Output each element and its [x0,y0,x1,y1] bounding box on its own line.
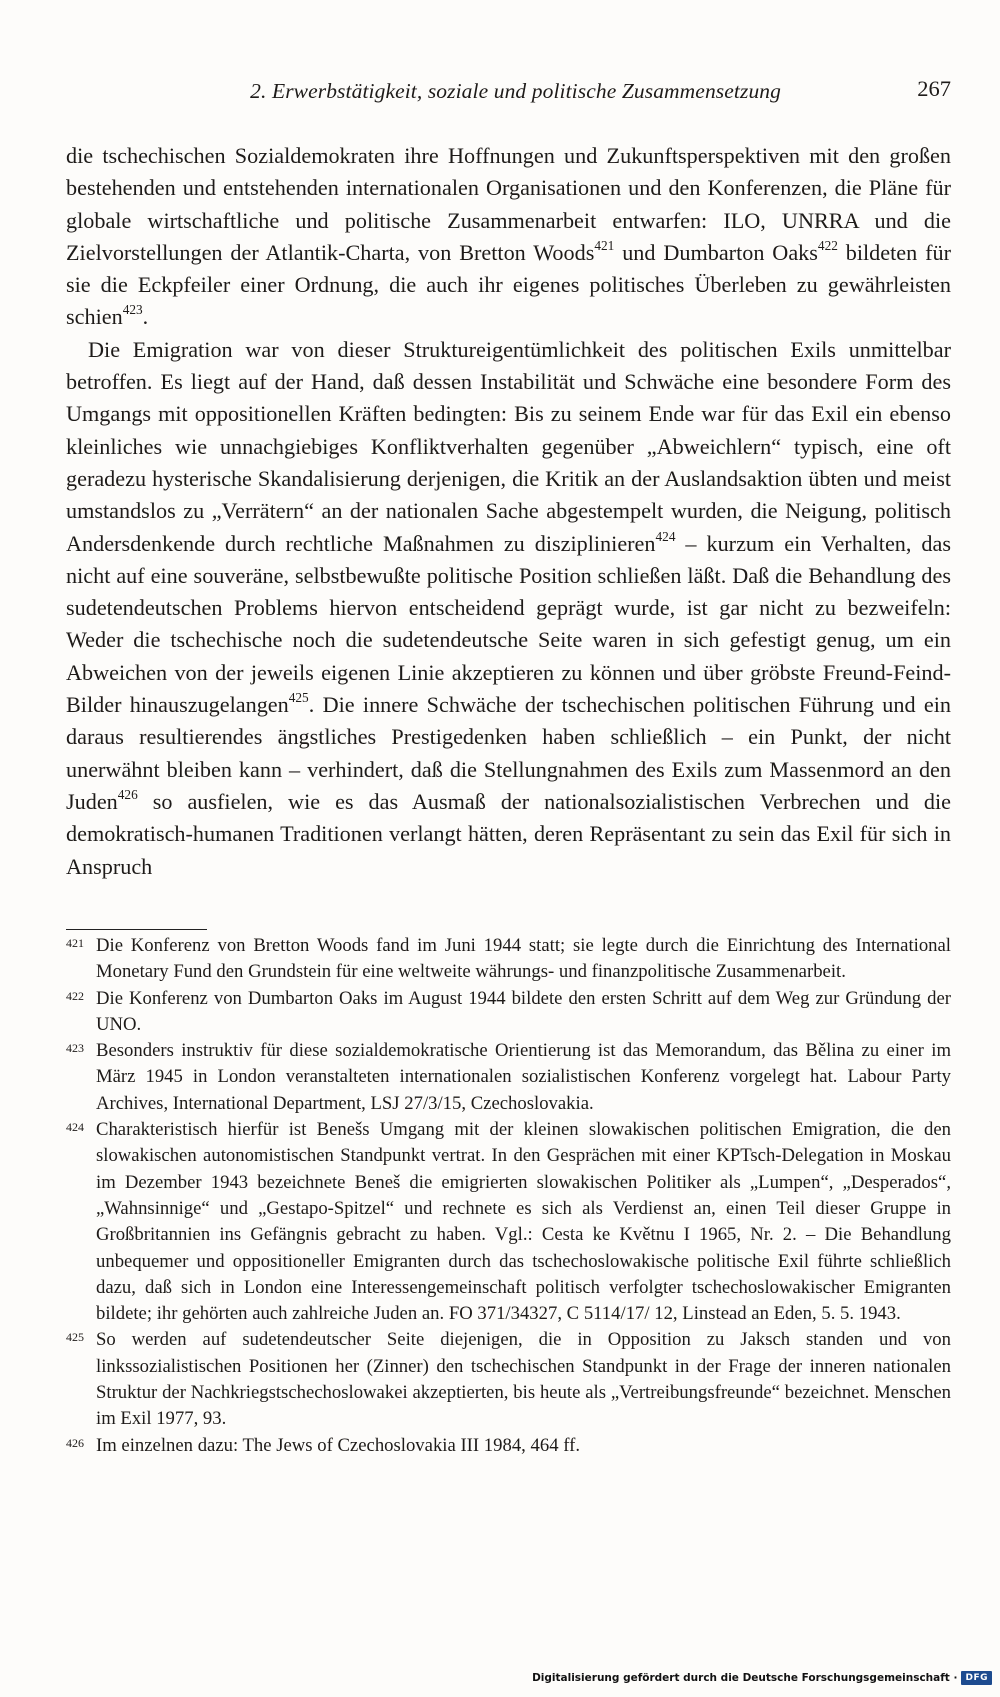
digitization-credit [532,1669,992,1687]
footnote [66,986,951,1039]
footnote-divider [66,929,207,930]
footnote-number: 423 [66,1041,84,1056]
footnote-text: Im einzelnen dazu: The Jews of Czechoslovakia III 1984, 464 ff. [96,1434,580,1456]
footnote-number: 422 [66,988,84,1003]
paragraph-text: – kurzum ein Verhalten, das nicht auf eine souveräne, selbstbewußte politische Position schließen läßt. Daß die Behandlung des sudetendeutschen Problems hiervon entscheidend geprägt wurde, ist gar nicht zu bezweifeln: Weder die tschechische noch die sudetendeutsche Seite waren in sich gefestigt genug, um ein Abweichen von der jeweils eigenen Linie akzeptieren zu können und über gröbste Freund-Feind-Bilder hinauszugelangen [66,530,951,718]
paragraph-text: und Dumbarton Oaks [614,239,818,265]
footnote [66,933,951,986]
footnote-ref-424: 424 [655,528,676,544]
body-text [66,140,951,883]
paragraph-text: die tschechischen Sozialdemokraten ihre Hoffnungen und Zukunftsperspektiven mit den großen bestehenden und entstehenden internationalen Organisationen und den Konferenzen, die Pläne für globale wirtschaftliche und politische Zusammenarbeit entwarfen: ILO, UNRRA und die Zielvorstellungen der Atlantik-Charta, von Bretton Woods [66,143,951,265]
footnote [66,1038,951,1117]
footnote [66,1117,951,1327]
page-number: 267 [917,76,951,101]
footnote-number: 426 [66,1435,84,1450]
footnote-text: Besonders instruktiv für diese sozialdemokratische Orientierung ist das Memorandum, das Bělina zu einer im März 1945 in London veranstalteten internationalen sozialistischen Konferenz vorgelegt hat. Labour Party Archives, International Department, LSJ 27/3/15, Czechoslovakia. [96,1040,951,1114]
footnote-number: 425 [66,1330,84,1345]
footnote-ref-421: 421 [594,237,615,253]
dfg-logo-icon: DFG [961,1671,992,1685]
footnote-ref-423: 423 [122,302,143,318]
paragraph-text: bildeten für sie die Eckpfeiler einer Ordnung, die auch ihr eigenes politisches Überleben zu gewährleisten schien [66,239,951,330]
footnote [66,1327,951,1432]
paragraph-2 [66,334,951,883]
running-title: 2. Erwerbstätigkeit, soziale und politische Zusammensetzung [250,79,781,103]
footnote-text: Charakteristisch hierfür ist Benešs Umgang mit der kleinen slowakischen politischen Emigration, die den slowakischen autonomistischen Standpunkt vertrat. In den Gesprächen mit einer KPTsch-Delegation in Moskau im Dezember 1943 bezeichnete Beneš die emigrierten slowakischen Politiker als „Lumpen“, „Desperados“, „Wahnsinnige“ und „Gestapo-Spitzel“ und rechnete es sich als Verdienst an, einen Teil dieser Gruppe in Großbritannien ins Gefängnis gebracht zu haben. Vgl.: Cesta ke Květnu I 1965, Nr. 2. – Die Behandlung unbequemer und oppositioneller Emigranten durch das tschechoslowakische politische Exil führte schließlich dazu, daß sich in London eine Interessengemeinschaft politisch verfolgter tschechoslowakischer Emigranten bildete; ihr gehörten auch zahlreiche Juden an. FO 371/34327, C 5114/17/ 12, Linstead an Eden, 5. 5. 1943. [96,1119,951,1325]
footnote [66,1433,951,1459]
footnote-text: Die Konferenz von Dumbarton Oaks im August 1944 bildete den ersten Schritt auf dem Weg zur Gründung der UNO. [96,987,951,1035]
footnote-text: Die Konferenz von Bretton Woods fand im Juni 1944 statt; sie legte durch die Einrichtung des International Monetary Fund den Grundstein für eine weltweite währungs- und finanzpolitische Zusammenarbeit. [96,935,951,983]
footnote-number: 424 [66,1120,84,1135]
paragraph-text: . Die innere Schwäche der tschechischen politischen Führung und ein daraus resultierendes ängstliches Prestigedenken haben schließlich – ein Punkt, der nicht unerwähnt bleiben kann – verhindert, daß die Stellungnahmen des Exils zum Massenmord an den Juden [66,692,951,814]
footnote-ref-422: 422 [817,237,838,253]
paragraph-1 [66,140,951,334]
paragraph-text: Die Emigration war von dieser Struktureigentümlichkeit des politischen Exils unmittelbar betroffen. Es liegt auf der Hand, daß dessen Instabilität und Schwäche eine besondere Form des Umgangs mit oppositionellen Kräften bedingten: Bis zu seinem Ende war für das Exil ein ebenso kleinliches wie unnachgiebiges Konfliktverhalten gegenüber „Abweichlern“ typisch, eine oft geradezu hysterische Skandalisierung derjenigen, die Kritik an der Auslandsaktion übten und meist umstandslos zu „Verrätern“ an der nationalen Sache abgestempelt wurden, die Neigung, politisch Andersdenkende durch rechtliche Maßnahmen zu disziplinieren [66,336,951,556]
footnotes [66,933,951,1459]
credit-text: Digitalisierung gefördert durch die Deutsche Forschungsgemeinschaft · [532,1672,958,1684]
footnote-text: So werden auf sudetendeutscher Seite diejenigen, die in Opposition zu Jaksch standen und von linkssozialistischen Positionen her (Zinner) den tschechischen Standpunkt in der Frage der inneren nationalen Struktur der Nachkriegstschechoslowakei akzeptierten, bis heute als „Vertreibungsfreunde“ bezeichnet. Menschen im Exil 1977, 93. [96,1329,951,1430]
footnote-ref-425: 425 [288,690,309,706]
footnote-number: 421 [66,936,84,950]
footnote-ref-426: 426 [117,786,138,802]
running-head [66,76,951,110]
paragraph-text: . [142,304,149,330]
paragraph-text: so ausfielen, wie es das Ausmaß der nationalsozialistischen Verbrechen und die demokratisch-humanen Traditionen verlangt hätten, deren Repräsentant zu sein das Exil für sich in Anspruch [66,788,951,879]
